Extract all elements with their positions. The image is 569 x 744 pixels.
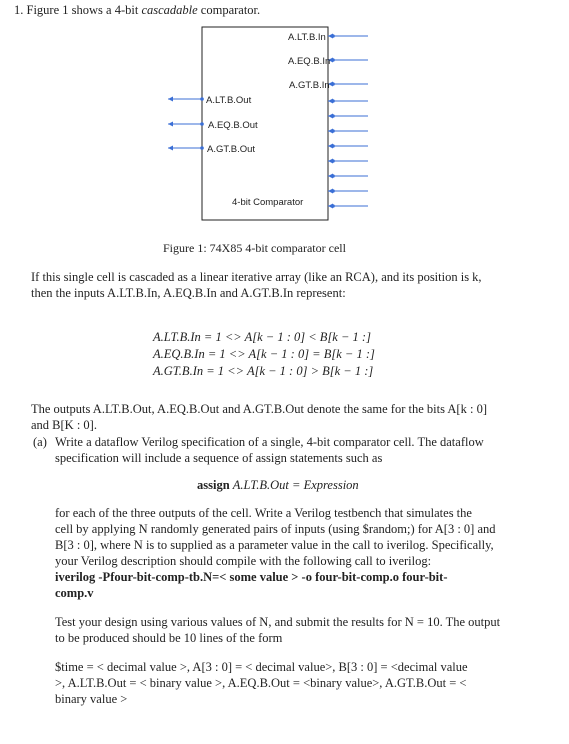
bus-dot-6 — [331, 189, 335, 193]
intro-text: Figure 1 shows a 4-bit — [26, 3, 142, 17]
test-line-1: Test your design using various values of N, and submit the results for N = 10. The output — [55, 615, 501, 629]
assign-expression: A.LT.B.Out = Expression — [232, 478, 359, 492]
para1-line1: If this single cell is cascaded as a linear iterative array (like an RCA), and its position is k, — [31, 270, 482, 284]
output-label-lt: A.LT.B.Out — [206, 95, 252, 106]
output-dot-0 — [200, 97, 204, 101]
part-a-line1: Write a dataflow Verilog specification of a single, 4-bit comparator cell. The dataflow — [55, 435, 484, 449]
input-label-gt: A.GT.B.In — [289, 80, 330, 91]
test-line-2: to be produced should be 10 lines of the form — [55, 631, 283, 645]
comparator-figure — [0, 0, 569, 240]
bus-dot-3 — [331, 144, 335, 148]
bus-dot-4 — [331, 159, 335, 163]
bus-dot-5 — [331, 174, 335, 178]
format-line-1: $time = < decimal value >, A[3 : 0] = < decimal value>, B[3 : 0] = <decimal value — [55, 660, 468, 674]
output-label-eq: A.EQ.B.Out — [208, 120, 258, 131]
assign-keyword: assign — [197, 478, 230, 492]
para2-line1: The outputs A.LT.B.Out, A.EQ.B.Out and A.GT.B.Out denote the same for the bits A[k : 0] — [31, 402, 487, 416]
input-label-eq: A.EQ.B.In — [288, 56, 331, 67]
format-line-2: >, A.LT.B.Out = < binary value >, A.EQ.B.Out = <binary value>, A.GT.B.Out = < — [55, 676, 467, 690]
format-line-3: binary value > — [55, 692, 128, 706]
body-line-1: for each of the three outputs of the cell. Write a Verilog testbench that simulates the — [55, 506, 472, 520]
output-arrow-1 — [168, 122, 173, 127]
para2-line2: and B[K : 0]. — [31, 418, 97, 432]
equation-lt: A.LT.B.In = 1 <> A[k − 1 : 0] < B[k − 1 :] — [153, 330, 371, 344]
bus-dot-0 — [331, 99, 335, 103]
part-a-label: (a) — [33, 435, 47, 449]
iverilog-command-1: iverilog -Pfour-bit-comp-tb.N=< some value > -o four-bit-comp.o four-bit- — [55, 570, 448, 584]
bus-dot-7 — [331, 204, 335, 208]
body-line-4: your Verilog description should compile with the following call to iverilog: — [55, 554, 432, 568]
equation-gt: A.GT.B.In = 1 <> A[k − 1 : 0] > B[k − 1 :] — [153, 364, 374, 378]
output-dot-2 — [200, 146, 204, 150]
input-label-lt: A.LT.B.In — [288, 32, 326, 43]
output-arrow-0 — [168, 97, 173, 102]
question-number: 1. — [14, 3, 24, 17]
input-dot-2 — [331, 82, 335, 86]
input-dot-1 — [331, 58, 335, 62]
body-line-2: cell by applying N randomly generated pairs of inputs (using $random;) for A[3 : 0] and — [55, 522, 496, 536]
para1-line2: then the inputs A.LT.B.In, A.EQ.B.In and A.GT.B.In represent: — [31, 286, 346, 300]
input-dot-0 — [331, 34, 335, 38]
body-line-3: B[3 : 0], where N is to supplied as a parameter value in the call to iverilog. Specifically, — [55, 538, 494, 552]
bus-dot-2 — [331, 129, 335, 133]
output-arrow-2 — [168, 146, 173, 151]
output-dot-1 — [200, 122, 204, 126]
intro-after: comparator. — [197, 3, 261, 17]
equation-eq: A.EQ.B.In = 1 <> A[k − 1 : 0] = B[k − 1 :] — [153, 347, 375, 361]
output-label-gt: A.GT.B.Out — [207, 144, 256, 155]
assign-statement — [197, 477, 359, 493]
figure-caption: Figure 1: 74X85 4-bit comparator cell — [163, 241, 346, 255]
block-label: 4-bit Comparator — [232, 197, 304, 208]
part-a-line2: specification will include a sequence of assign statements such as — [55, 451, 383, 465]
intro-italic: cascadable — [141, 3, 198, 17]
bus-dot-1 — [331, 114, 335, 118]
iverilog-command-2: comp.v — [55, 586, 94, 600]
